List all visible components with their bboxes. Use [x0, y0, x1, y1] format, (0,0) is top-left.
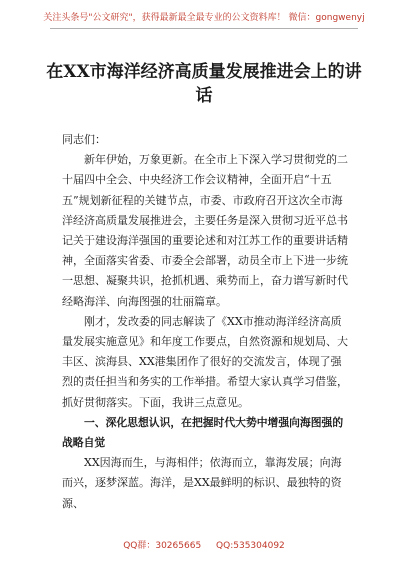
paragraph-2: 刚才，发改委的同志解读了《XX市推动海洋经济高质量发展实施意见》和年度工作要点，自然资源和规划局、大丰区、滨海县、XX港集团作了很好的交流发言，体现了强烈的责任担当和务实的工作举措。希望大家认真学习借鉴，抓好贯彻落实。下面，我讲三点意见。 [62, 314, 348, 409]
header-promo-note: 关注头条号"公文研究"，获得最新最全最专业的公文资料库！ 微信：gongwenyj [43, 13, 365, 23]
footer-qq-group: QQ群：30265665 [123, 541, 202, 551]
document-title: 在XX市海洋经济高质量发展推进会上的讲话 [46, 62, 362, 106]
section-heading-1: 一、深化思想认识，在把握时代大势中增强向海图强的战略自觉 [62, 415, 344, 450]
paragraph-1: 新年伊始，万象更新。在全市上下深入学习贯彻党的二十届四中全会、中央经济工作会议精神，全面开启“十五五”规划新征程的关键节点，市委、市政府召开这次全市海洋经济高质量发展推进会，主要任务是深入贯彻习近平总书记关于建设海洋强国的重要论述和对江苏工作的重要讲话精神，全面落实省委、市委全会部署，动员全市上下进一步统一思想、凝聚共识，抢抓机遇、乘势而上，奋力谱写新时代经略海洋、向海图强的壮丽篇章。 [62, 153, 348, 308]
salutation: 同志们： [62, 133, 106, 146]
footer-contact [0, 538, 408, 551]
header-divider [50, 28, 358, 29]
footer-qq-number: QQ:535304092 [216, 541, 285, 551]
section-1-paragraph: XX因海而生，与海相伴；依海而立，靠海发展；向海而兴，逐梦深蓝。海洋，是XX最鲜明的标识、最独特的资源、 [62, 456, 342, 510]
document-body [62, 130, 352, 514]
